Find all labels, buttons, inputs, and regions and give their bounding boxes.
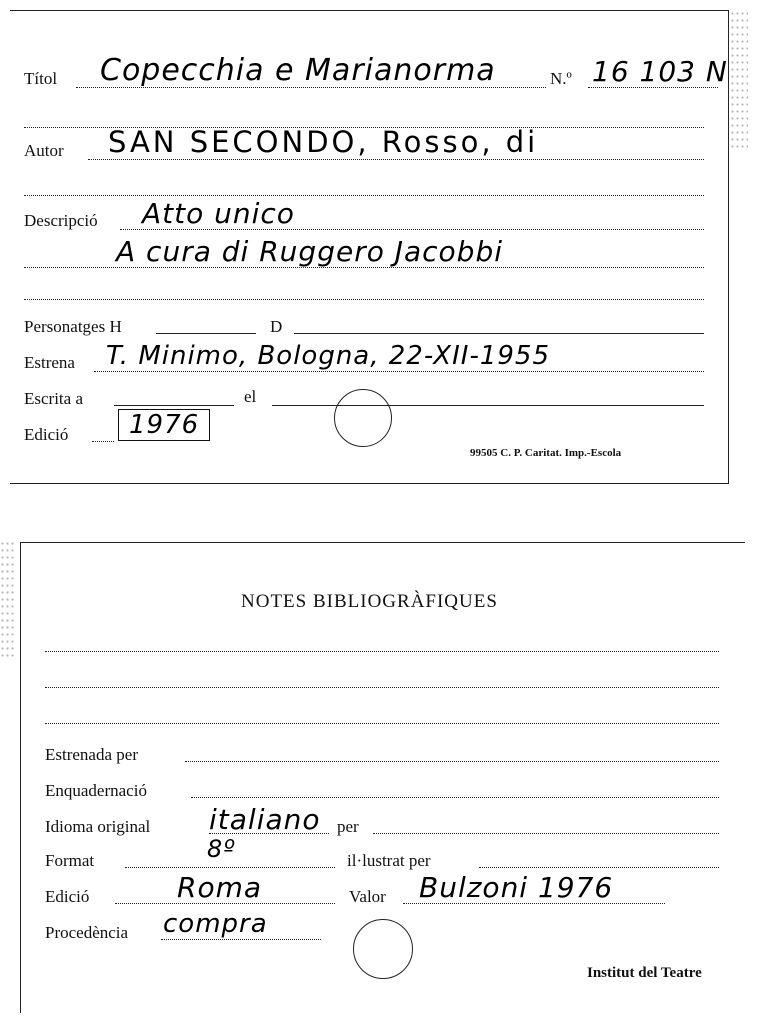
illustrat-label: il·lustrat per xyxy=(347,851,431,870)
descripcio-line-3 xyxy=(24,299,704,300)
estrena-value: T. Minimo, Bologna, 22-XII-1955 xyxy=(106,341,551,371)
procedencia-label: Procedència xyxy=(45,923,129,942)
edicio-back-value: Roma xyxy=(177,871,263,904)
idioma-per-label: per xyxy=(337,817,359,836)
autor-line xyxy=(88,159,704,160)
descripcio-value-1: Atto unico xyxy=(142,197,295,230)
edicio-label: Edició xyxy=(24,425,69,444)
format-value: 8º xyxy=(207,835,236,863)
estrenada-label: Estrenada per xyxy=(45,745,138,764)
autor-value: SAN SECONDO, Rosso, di xyxy=(108,125,539,159)
escrita-el-label: el xyxy=(244,387,257,406)
scan-noise-top xyxy=(730,10,748,150)
institution-mark: Institut del Teatre xyxy=(587,965,702,981)
idioma-per-line xyxy=(373,833,719,834)
descripcio-label: Descripció xyxy=(24,211,98,230)
notes-line-2 xyxy=(45,687,719,688)
idioma-value: italiano xyxy=(209,803,321,836)
personatges-d-label: D xyxy=(270,317,283,336)
numero-value: 16 103 N xyxy=(592,55,728,88)
punch-hole-front xyxy=(334,389,392,447)
edicio-line xyxy=(92,441,114,442)
format-label: Format xyxy=(45,851,95,870)
notes-line-1 xyxy=(45,651,719,652)
enquadernacio-label: Enquadernació xyxy=(45,781,147,800)
estrena-label: Estrena xyxy=(24,353,75,372)
notes-line-3 xyxy=(45,723,719,724)
personatges-h-line xyxy=(156,333,256,334)
printer-mark: 99505 C. P. Caritat. Imp.-Escola xyxy=(470,447,622,459)
procedencia-value: compra xyxy=(163,909,268,939)
punch-hole-back xyxy=(353,919,413,979)
escrita-line xyxy=(114,405,234,406)
procedencia-line xyxy=(161,939,321,940)
estrenada-line xyxy=(185,761,719,762)
estrena-line xyxy=(94,371,704,372)
personatges-d-line xyxy=(294,333,704,334)
catalog-card-back xyxy=(20,542,745,1013)
illustrat-line xyxy=(479,867,719,868)
titol-label: Títol xyxy=(24,69,58,88)
edicio-value: 1976 xyxy=(118,409,210,441)
descripcio-value-2: A cura di Ruggero Jacobbi xyxy=(116,235,504,268)
format-line xyxy=(125,867,335,868)
catalog-card-front xyxy=(10,10,729,484)
idioma-label: Idioma original xyxy=(45,817,151,836)
scan-noise-left xyxy=(0,540,14,660)
autor-label: Autor xyxy=(24,141,64,160)
autor-line-2 xyxy=(24,195,704,196)
numero-label: N.º xyxy=(550,69,572,88)
valor-label: Valor xyxy=(349,887,386,906)
edicio-back-label: Edició xyxy=(45,887,90,906)
titol-value: Copecchia e Marianorma xyxy=(100,53,496,88)
enquadernacio-line xyxy=(191,797,719,798)
escrita-label: Escrita a xyxy=(24,389,83,408)
valor-value: Bulzoni 1976 xyxy=(419,871,614,904)
personatges-label: Personatges H xyxy=(24,317,122,336)
notes-heading: NOTES BIBLIOGRÀFIQUES xyxy=(241,591,498,612)
